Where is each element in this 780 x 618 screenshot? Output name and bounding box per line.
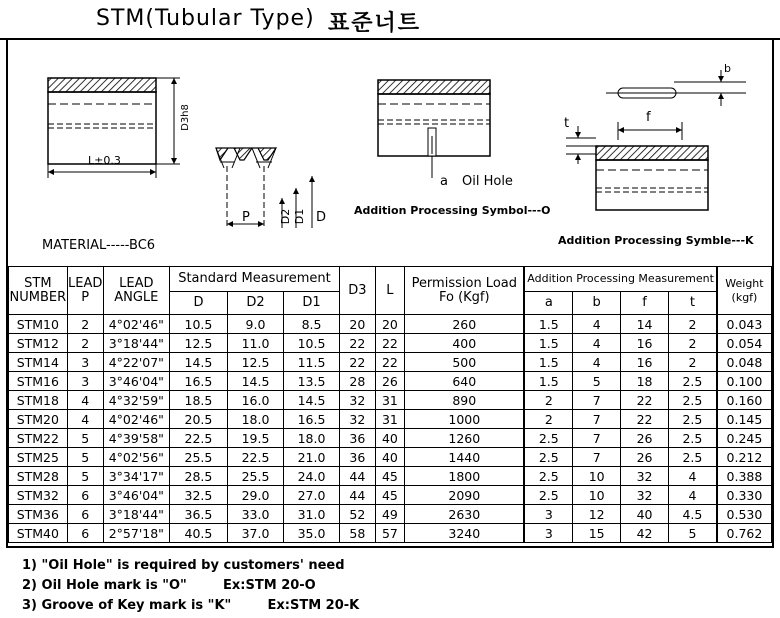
- table-cell: 26: [621, 429, 669, 448]
- table-cell: 36: [340, 448, 376, 467]
- table-cell: 5: [669, 524, 717, 543]
- table-cell: 3°18'44": [103, 334, 169, 353]
- table-cell: 1.5: [524, 353, 572, 372]
- oil-hole-label: Oil Hole: [462, 174, 513, 189]
- page-title-korean: 표준너트: [328, 11, 422, 36]
- table-cell: 1440: [405, 448, 525, 467]
- table-row: [9, 467, 772, 486]
- table-cell: 22: [375, 334, 405, 353]
- header-weight: Weight (kgf): [717, 267, 772, 315]
- table-cell: 16: [621, 353, 669, 372]
- drawing-area: [6, 38, 774, 266]
- table-cell: 16: [621, 334, 669, 353]
- table-cell: 2.5: [524, 467, 572, 486]
- table-cell: 2: [67, 315, 103, 334]
- table-cell: 22: [621, 410, 669, 429]
- dim-b-label: b: [724, 62, 731, 75]
- table-cell: 0.762: [717, 524, 772, 543]
- table-cell: 0.530: [717, 505, 772, 524]
- table-cell: 2.5: [524, 448, 572, 467]
- table-cell: 6: [67, 524, 103, 543]
- table-cell: 21.0: [284, 448, 340, 467]
- table-cell: 57: [375, 524, 405, 543]
- table-cell: 40.5: [169, 524, 227, 543]
- table-cell: STM12: [9, 334, 68, 353]
- header-lead-angle: LEAD ANGLE: [103, 267, 169, 315]
- header-f: f: [621, 292, 669, 315]
- table-cell: STM40: [9, 524, 68, 543]
- table-row: [9, 505, 772, 524]
- oil-hole-a-label: a: [440, 174, 448, 189]
- dim-t-label: t: [564, 116, 570, 131]
- header-b: b: [573, 292, 621, 315]
- table-cell: 40: [375, 448, 405, 467]
- table-row: [9, 429, 772, 448]
- oil-hole-drawing: [378, 80, 490, 178]
- table-cell: 1260: [405, 429, 525, 448]
- table-cell: 14.5: [227, 372, 283, 391]
- table-cell: 890: [405, 391, 525, 410]
- table-cell: 11.0: [227, 334, 283, 353]
- table-row: [9, 372, 772, 391]
- table-cell: 3°34'17": [103, 467, 169, 486]
- dim-d-label: D: [316, 210, 327, 225]
- table-cell: 16.5: [284, 410, 340, 429]
- table-cell: 4: [573, 353, 621, 372]
- table-cell: 5: [67, 429, 103, 448]
- table-cell: 25.5: [169, 448, 227, 467]
- header-l: L: [375, 267, 405, 315]
- table-cell: 2.5: [669, 391, 717, 410]
- table-cell: 28.5: [169, 467, 227, 486]
- header-a: a: [524, 292, 572, 315]
- table-cell: 2.5: [669, 448, 717, 467]
- table-cell: 0.054: [717, 334, 772, 353]
- table-cell: 1.5: [524, 315, 572, 334]
- page-title: STM(Tubular Type): [96, 6, 315, 31]
- table-row: [9, 353, 772, 372]
- title-bar: [0, 0, 780, 40]
- table-cell: 4: [67, 410, 103, 429]
- table-cell: 4°02'46": [103, 315, 169, 334]
- table-cell: 4: [669, 486, 717, 505]
- table-cell: 22: [375, 353, 405, 372]
- table-cell: 5: [67, 448, 103, 467]
- table-cell: 0.245: [717, 429, 772, 448]
- dim-l-label: L±0.3: [88, 154, 121, 167]
- table-cell: 0.160: [717, 391, 772, 410]
- table-cell: 42: [621, 524, 669, 543]
- table-cell: 44: [340, 467, 376, 486]
- table-cell: STM28: [9, 467, 68, 486]
- table-row: [9, 448, 772, 467]
- table-cell: 2.5: [669, 372, 717, 391]
- table-cell: 5: [573, 372, 621, 391]
- table-cell: 4.5: [669, 505, 717, 524]
- dim-d2-label: D2: [279, 208, 293, 225]
- table-cell: 44: [340, 486, 376, 505]
- table-cell: STM16: [9, 372, 68, 391]
- table-cell: 10: [573, 486, 621, 505]
- table-cell: 1.5: [524, 334, 572, 353]
- table-cell: 2.5: [669, 429, 717, 448]
- table-cell: 2.5: [524, 429, 572, 448]
- table-cell: 5: [67, 467, 103, 486]
- header-addition: Addition Processing Measurement: [524, 267, 717, 292]
- table-cell: 36: [340, 429, 376, 448]
- table-cell: 45: [375, 486, 405, 505]
- table-cell: 20: [375, 315, 405, 334]
- table-cell: 4°02'46": [103, 410, 169, 429]
- table-cell: 640: [405, 372, 525, 391]
- note-1: 1) "Oil Hole" is required by customers' need: [22, 558, 345, 573]
- table-cell: 4°22'07": [103, 353, 169, 372]
- table-cell: 18.0: [284, 429, 340, 448]
- table-cell: 260: [405, 315, 525, 334]
- table-cell: 32: [340, 391, 376, 410]
- table-cell: 36.5: [169, 505, 227, 524]
- note-2: 2) Oil Hole mark is "O" Ex:STM 20-O: [22, 578, 316, 593]
- table-row: [9, 486, 772, 505]
- table-cell: 28: [340, 372, 376, 391]
- table-cell: 11.5: [284, 353, 340, 372]
- table-cell: 26: [621, 448, 669, 467]
- table-cell: 35.0: [284, 524, 340, 543]
- table-cell: 2.5: [669, 410, 717, 429]
- table-cell: 1.5: [524, 372, 572, 391]
- table-cell: 27.0: [284, 486, 340, 505]
- table-cell: 37.0: [227, 524, 283, 543]
- table-cell: 15: [573, 524, 621, 543]
- header-t: t: [669, 292, 717, 315]
- table-row: [9, 315, 772, 334]
- table-cell: 2630: [405, 505, 525, 524]
- table-cell: 32.5: [169, 486, 227, 505]
- table-cell: 14: [621, 315, 669, 334]
- table-cell: 2: [669, 353, 717, 372]
- table-cell: 40: [375, 429, 405, 448]
- table-cell: 2090: [405, 486, 525, 505]
- table-cell: 18.0: [227, 410, 283, 429]
- table-cell: 0.388: [717, 467, 772, 486]
- table-cell: 0.100: [717, 372, 772, 391]
- table-cell: 12.5: [169, 334, 227, 353]
- table-cell: 31: [375, 410, 405, 429]
- table-row: [9, 524, 772, 543]
- table-cell: 22: [340, 353, 376, 372]
- table-cell: 7: [573, 429, 621, 448]
- table-cell: 18: [621, 372, 669, 391]
- table-cell: 22: [340, 334, 376, 353]
- table-cell: 2: [669, 334, 717, 353]
- table-cell: 45: [375, 467, 405, 486]
- table-cell: 40: [621, 505, 669, 524]
- table-cell: 7: [573, 448, 621, 467]
- table-cell: 0.212: [717, 448, 772, 467]
- addition-symbol-k: Addition Processing Symble---K: [558, 234, 754, 247]
- table-cell: 29.0: [227, 486, 283, 505]
- table-cell: 58: [340, 524, 376, 543]
- header-d1: D1: [284, 292, 340, 315]
- table-cell: 3°46'04": [103, 372, 169, 391]
- table-cell: 18.5: [169, 391, 227, 410]
- table-cell: 2: [524, 410, 572, 429]
- table-cell: 49: [375, 505, 405, 524]
- table-cell: 25.5: [227, 467, 283, 486]
- header-d2: D2: [227, 292, 283, 315]
- table-cell: 4: [573, 315, 621, 334]
- table-cell: 31.0: [284, 505, 340, 524]
- table-cell: STM25: [9, 448, 68, 467]
- note-3: 3) Groove of Key mark is "K" Ex:STM 20-K: [22, 598, 360, 613]
- table-cell: 6: [67, 486, 103, 505]
- table-cell: 20: [340, 315, 376, 334]
- table-cell: 10.5: [169, 315, 227, 334]
- table-cell: 20.5: [169, 410, 227, 429]
- table-cell: 16.5: [169, 372, 227, 391]
- table-cell: 400: [405, 334, 525, 353]
- table-cell: 4: [67, 391, 103, 410]
- header-lead: LEAD P: [67, 267, 103, 315]
- table-cell: 32: [621, 486, 669, 505]
- dim-p-label: P: [242, 210, 250, 225]
- table-cell: 22.5: [169, 429, 227, 448]
- table-cell: 32: [340, 410, 376, 429]
- table-cell: 24.0: [284, 467, 340, 486]
- header-standard: Standard Measurement: [169, 267, 339, 292]
- table-cell: 3240: [405, 524, 525, 543]
- table-cell: 0.145: [717, 410, 772, 429]
- table-cell: 2: [67, 334, 103, 353]
- table-cell: 2°57'18": [103, 524, 169, 543]
- table-cell: 12.5: [227, 353, 283, 372]
- table-cell: 2: [669, 315, 717, 334]
- notes: [22, 556, 359, 616]
- table-cell: 4°02'56": [103, 448, 169, 467]
- table-row: [9, 410, 772, 429]
- table-cell: STM14: [9, 353, 68, 372]
- table-cell: 3: [524, 505, 572, 524]
- table-cell: 16.0: [227, 391, 283, 410]
- table-row: [9, 334, 772, 353]
- table-cell: 1000: [405, 410, 525, 429]
- table-cell: 10: [573, 467, 621, 486]
- dim-f-label: f: [646, 110, 651, 125]
- technical-drawings: [6, 38, 774, 266]
- table-cell: STM36: [9, 505, 68, 524]
- table-cell: 14.5: [169, 353, 227, 372]
- table-cell: 14.5: [284, 391, 340, 410]
- table-cell: STM20: [9, 410, 68, 429]
- table-cell: 31: [375, 391, 405, 410]
- table-cell: 6: [67, 505, 103, 524]
- spec-table: [8, 266, 772, 543]
- table-cell: 0.330: [717, 486, 772, 505]
- dim-d3-label: D3h8: [179, 104, 191, 131]
- table-cell: 22: [621, 391, 669, 410]
- table-cell: STM22: [9, 429, 68, 448]
- table-cell: 32: [621, 467, 669, 486]
- table-cell: 2.5: [524, 486, 572, 505]
- table-cell: 19.5: [227, 429, 283, 448]
- table-cell: 13.5: [284, 372, 340, 391]
- table-row: [9, 391, 772, 410]
- header-d3: D3: [340, 267, 376, 315]
- table-cell: 33.0: [227, 505, 283, 524]
- table-cell: 52: [340, 505, 376, 524]
- table-cell: 3°46'04": [103, 486, 169, 505]
- header-d: D: [169, 292, 227, 315]
- table-cell: 7: [573, 410, 621, 429]
- dim-d1-label: D1: [293, 208, 307, 225]
- table-cell: 2: [524, 391, 572, 410]
- table-cell: 3: [67, 372, 103, 391]
- header-load: Permission Load Fo (Kgf): [405, 267, 525, 315]
- table-cell: 3: [524, 524, 572, 543]
- table-cell: 500: [405, 353, 525, 372]
- header-stm: STM NUMBER: [9, 267, 68, 315]
- table-cell: 10.5: [284, 334, 340, 353]
- material-label: MATERIAL-----BC6: [42, 238, 156, 253]
- table-cell: 4: [669, 467, 717, 486]
- table-cell: 7: [573, 391, 621, 410]
- table-cell: 12: [573, 505, 621, 524]
- table-cell: 4°39'58": [103, 429, 169, 448]
- table-cell: 8.5: [284, 315, 340, 334]
- table-cell: 4: [573, 334, 621, 353]
- table-cell: STM32: [9, 486, 68, 505]
- table-cell: 22.5: [227, 448, 283, 467]
- table-cell: 26: [375, 372, 405, 391]
- table-cell: STM18: [9, 391, 68, 410]
- table-cell: 3°18'44": [103, 505, 169, 524]
- table-cell: 4°32'59": [103, 391, 169, 410]
- table-cell: 0.043: [717, 315, 772, 334]
- table-cell: 3: [67, 353, 103, 372]
- table-cell: 1800: [405, 467, 525, 486]
- key-groove-drawing: [566, 70, 746, 210]
- table-cell: 0.048: [717, 353, 772, 372]
- addition-symbol-o: Addition Processing Symbol---O: [354, 204, 551, 217]
- table-cell: 9.0: [227, 315, 283, 334]
- table-cell: STM10: [9, 315, 68, 334]
